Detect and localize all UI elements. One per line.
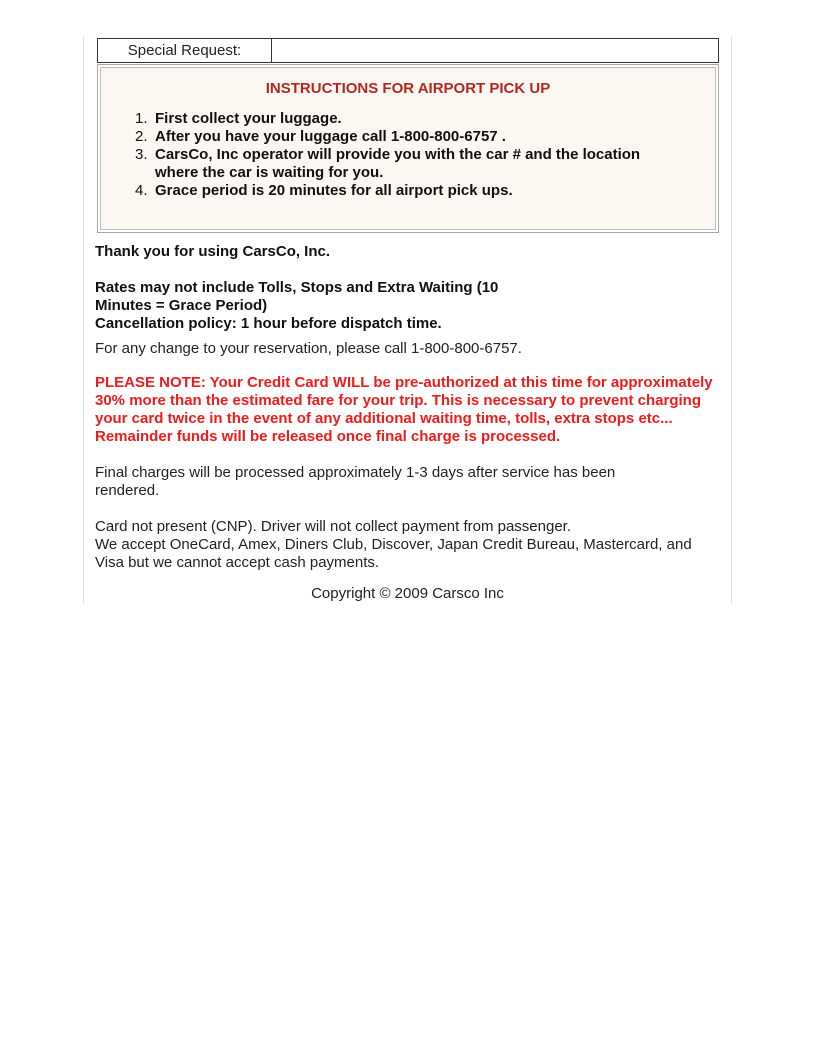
special-request-value [272, 39, 719, 63]
instruction-item [135, 128, 680, 146]
instructions-list [101, 110, 715, 200]
airport-instructions-box [97, 64, 719, 233]
instruction-text: First collect your luggage. [155, 110, 342, 127]
instruction-text: CarsCo, Inc operator will provide you with the car # and the location where the car is waiting for you. [155, 146, 641, 181]
card-not-present-text: Card not present (CNP). Driver will not collect payment from passenger. [95, 518, 572, 535]
rates-disclaimer-line-1: Rates may not include Tolls, Stops and Extra Waiting (10 [95, 279, 499, 296]
reservation-change-text: For any change to your reservation, please call 1-800-800-6757. [95, 340, 522, 357]
accepted-cards-text: We accept OneCard, Amex, Diners Club, Discover, Japan Credit Bureau, Mastercard, and Visa but we cannot accept cash payments. [95, 536, 692, 571]
instruction-item [135, 182, 680, 200]
cancellation-policy-text: Cancellation policy: 1 hour before dispatch time. [95, 315, 442, 332]
instructions-title: INSTRUCTIONS FOR AIRPORT PICK UP [265, 80, 551, 97]
special-request-row [98, 39, 719, 63]
rates-disclaimer-line-2: Minutes = Grace Period) [95, 297, 268, 314]
instruction-item [135, 146, 680, 182]
special-request-table [97, 38, 719, 63]
instruction-number: 3. [135, 146, 148, 163]
final-charges-text: Final charges will be processed approximately 1-3 days after service has been rendered. [95, 464, 616, 499]
copyright-text: Copyright © 2009 Carsco Inc [311, 585, 504, 602]
special-request-label: Special Request: [98, 39, 272, 63]
instruction-item [135, 110, 680, 128]
instruction-number: 2. [135, 128, 148, 145]
instruction-number: 4. [135, 182, 148, 199]
airport-instructions-panel [100, 67, 716, 230]
instruction-number: 1. [135, 110, 148, 127]
credit-card-notice: PLEASE NOTE: Your Credit Card WILL be pre-authorized at this time for approximately 30% more than the estimated fare for your trip. This is necessary to prevent charging your card twice in the event of any additional waiting time, tolls, extra stops etc... Remainder funds will be released once final charge is processed. [95, 374, 713, 445]
thank-you-text: Thank you for using CarsCo, Inc. [95, 243, 331, 260]
instruction-text: Grace period is 20 minutes for all airport pick ups. [155, 182, 513, 199]
instruction-text: After you have your luggage call 1-800-800-6757 . [155, 128, 506, 145]
